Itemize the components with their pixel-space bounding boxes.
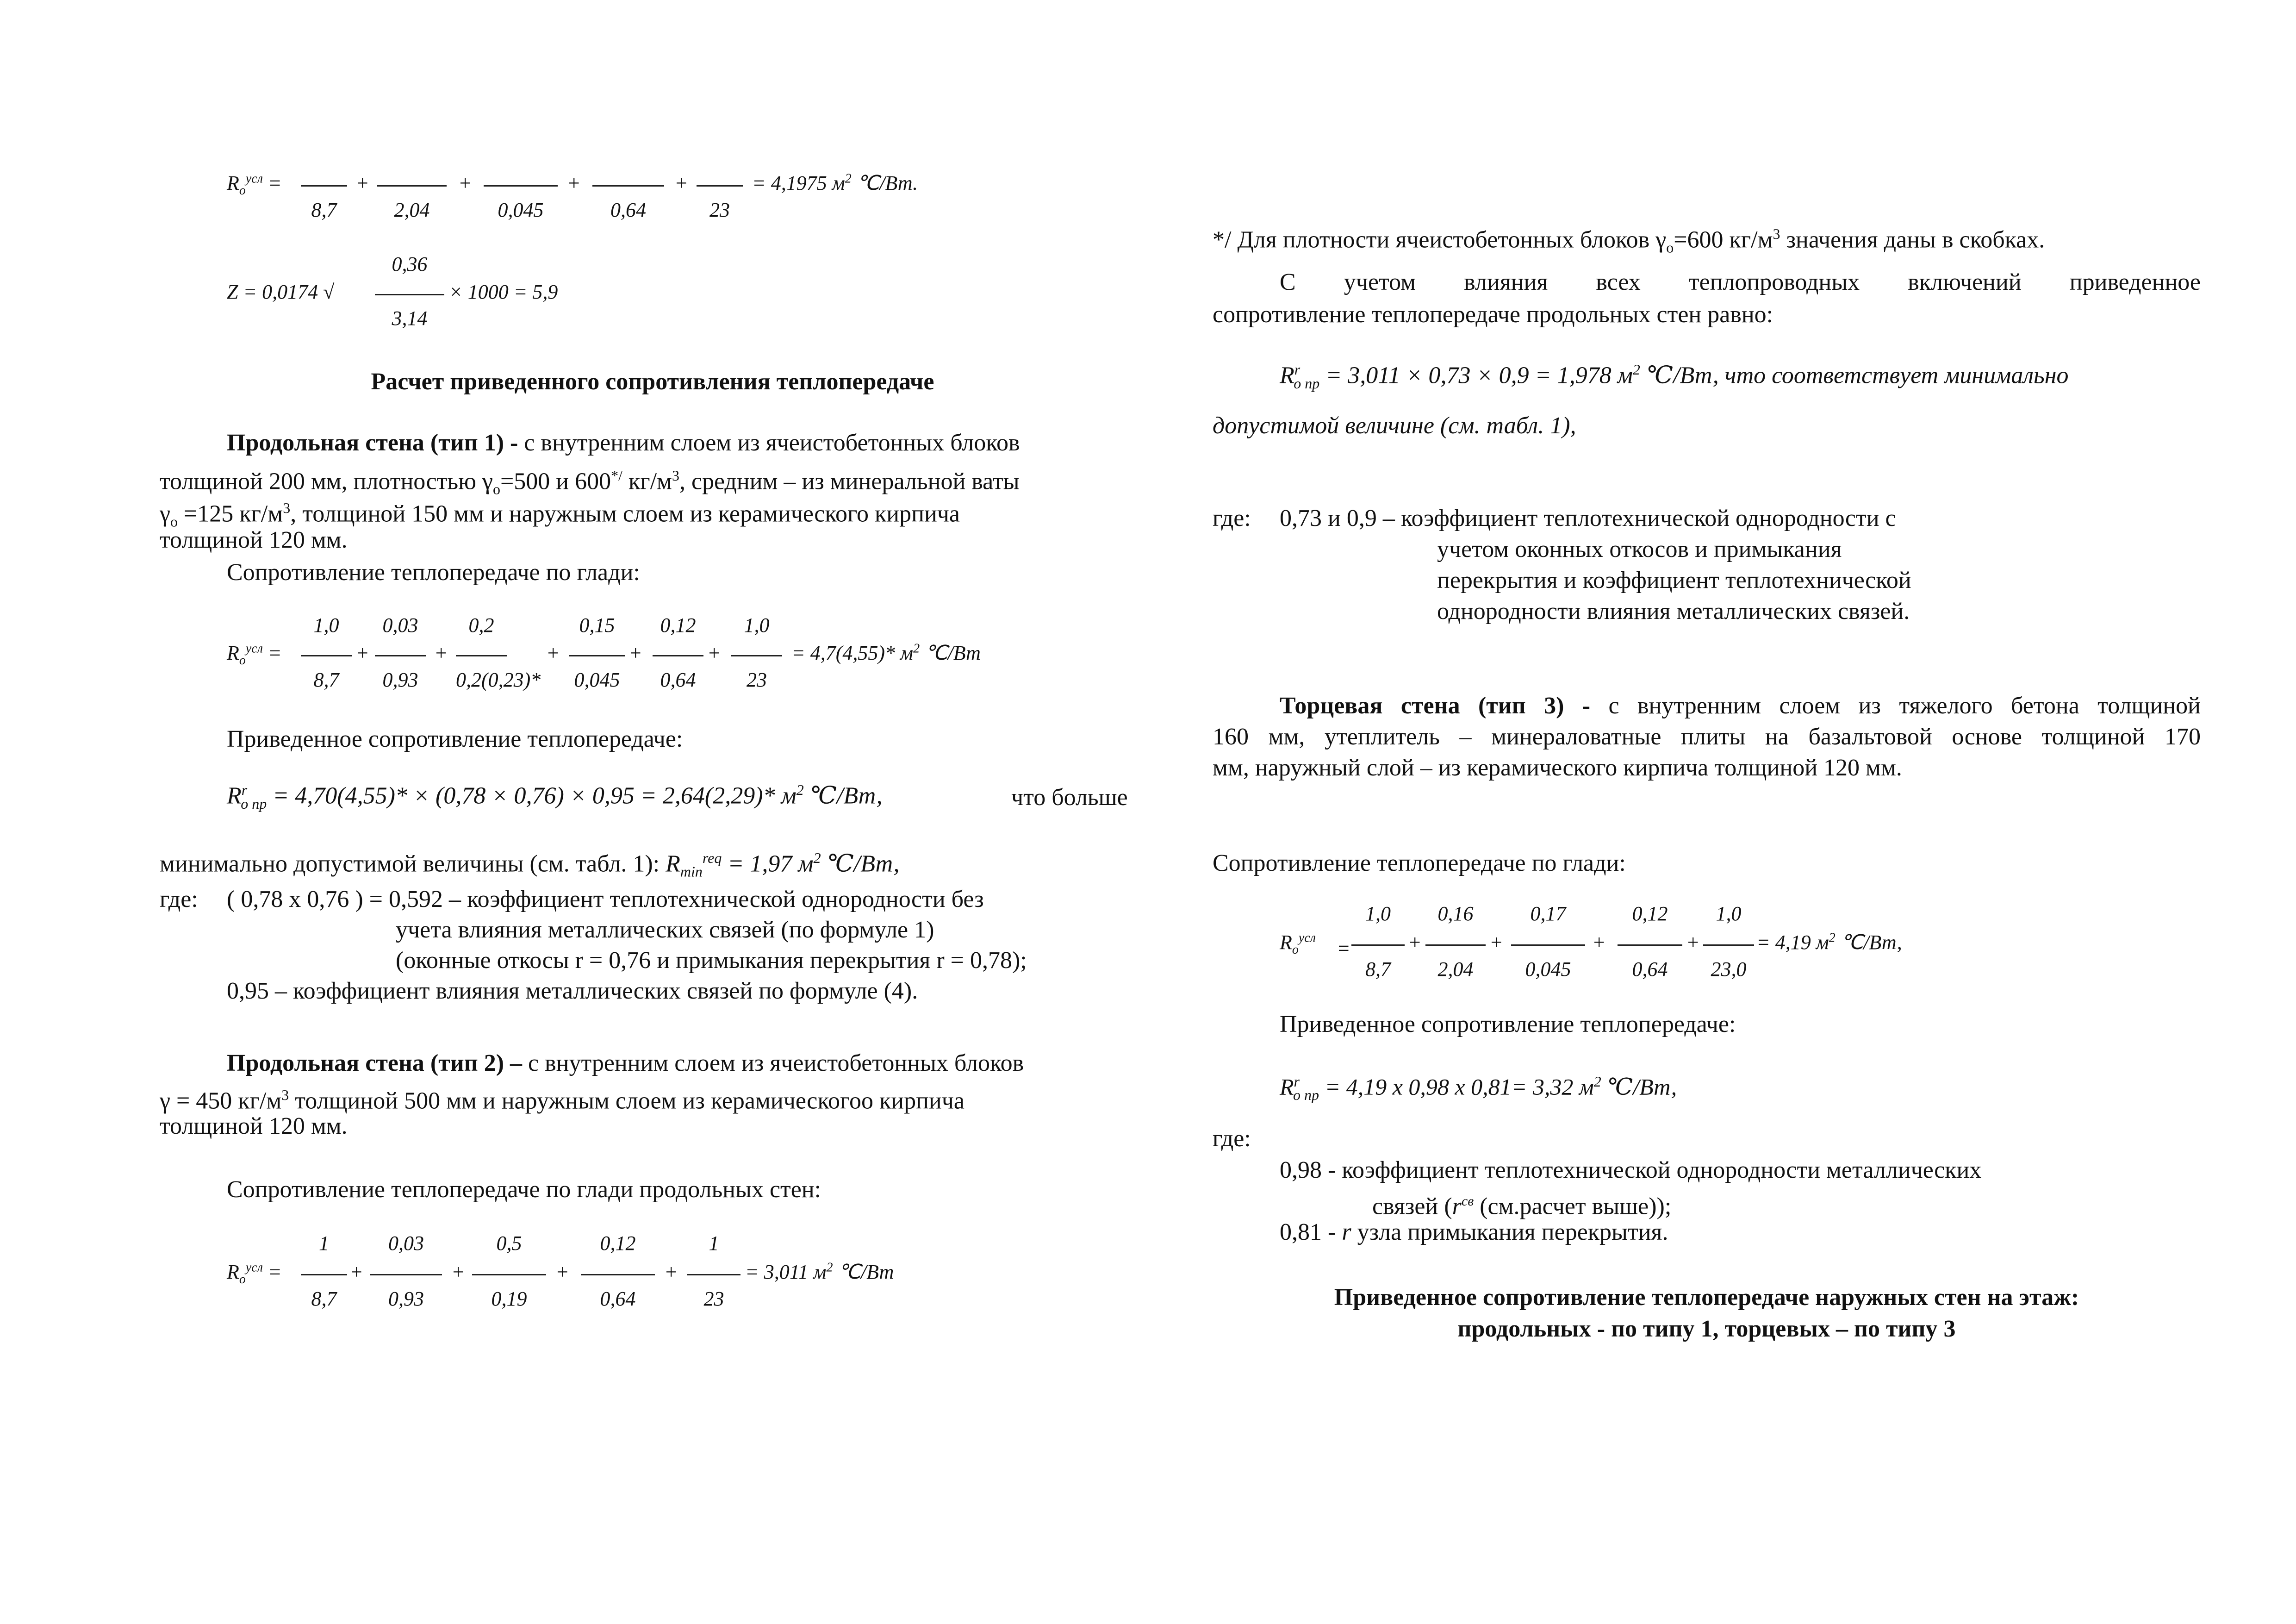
formula-lhs: R [227,172,239,194]
denominator: 0,64 [1632,958,1668,981]
formula-lhs-sub: o [239,183,246,198]
wall-type2-title: Продольная стена (тип 2) – [227,1050,523,1076]
text: с внутренним слоем из ячеистобетонных блоков [518,430,1020,456]
numerator: 0,15 [579,614,615,637]
denominator: 2,04 [394,199,430,221]
where-line: однородности влияния металлических связей. [1437,598,1910,625]
formula-body: = 4,19 х 0,98 х 0,81= 3,32 м [1319,1074,1594,1100]
formula-eq: = [268,642,282,664]
result-sup: 2 [826,1260,833,1275]
formula-r-pr-1 [227,781,883,812]
result-sup: 2 [913,641,920,656]
result-unit: ℃/Вт, [1835,931,1902,954]
denominator: 0,93 [382,668,418,691]
fraction-bar [484,185,558,187]
paragraph-wall-type2-line3: толщиной 120 мм. [160,1113,348,1139]
fraction-bar [301,655,352,656]
formula-lhs-sub: o [1292,942,1299,957]
plus-sign: + [628,642,642,664]
formula-lhs: R [1280,1074,1294,1100]
fraction-bar [581,1274,655,1275]
formula-r-pr-2 [1280,361,2069,392]
where-line: (оконные откосы r = 0,76 и примыкания перекрытия r = 0,78); [396,947,1027,974]
plus-sign: + [458,172,472,194]
paragraph-end-wall-line3: мм, наружный слой – из керамического кирпича толщиной 120 мм. [1213,755,1902,781]
numerator: 1 [319,1232,329,1255]
paragraph-wall-type1-line4: толщиной 120 мм. [160,527,348,553]
denominator: 8,7 [1365,958,1391,981]
plus-sign: + [355,642,369,664]
where-line: учета влияния металлических связей (по формуле 1) [396,917,934,943]
paragraph-min-value [160,842,899,888]
text-sub: о [1666,239,1674,256]
text-sup: 3 [281,1087,289,1103]
denominator: 8,7 [311,1287,337,1310]
denominator: 0,19 [491,1287,527,1310]
where-line: перекрытия и коэффициент теплотехнической [1437,567,1911,593]
formula-unit: ℃/Вт, что соответствует минимально [1640,362,2069,389]
r-symbol: r [1342,1219,1351,1245]
where-label: где: [160,886,198,912]
final-heading-line1: Приведенное сопротивление теплопередаче наружных стен на этаж: [1334,1284,2079,1311]
text: кг/м [622,468,672,495]
denominator: 0,64 [610,199,646,221]
numerator: 0,03 [388,1232,424,1255]
text-sub: о [492,481,500,498]
fraction-bar [375,294,444,295]
formula-result [791,641,981,665]
formula-result [745,1260,894,1284]
numerator: 0,2 [468,614,494,637]
where-line: учетом оконных откосов и примыкания [1437,536,1842,562]
where-line [1280,1216,1668,1249]
numerator: 0,12 [660,614,696,637]
numerator: 0,12 [600,1232,636,1255]
footnote-density [1213,218,2045,264]
formula-lhs-sub: o [239,653,246,668]
plus-sign: + [451,1261,465,1283]
where-label: где: [1213,1125,1251,1152]
r-symbol: r [1452,1193,1462,1220]
plus-sign: + [555,1261,569,1283]
fraction-bar [653,655,703,656]
paragraph-wall-type1-line1 [227,427,1020,459]
numerator: 0,03 [382,614,418,637]
fraction-bar [592,185,664,187]
formula-lhs: R [227,642,239,664]
where-line: 0,73 и 0,9 – коэффициент теплотехнической однородности с [1280,505,1896,531]
formula-lhs: R [1280,931,1292,954]
fraction-bar [1351,944,1405,946]
numerator: 1,0 [313,614,339,637]
fraction-bar [301,1274,347,1275]
text-sup: 3 [1773,225,1780,242]
plus-sign: + [1408,931,1422,954]
fraction-bar [301,185,347,187]
text: =500 и 600 [500,468,611,495]
plus-sign: + [349,1261,363,1283]
unit: ℃/Вт, [821,850,900,877]
paragraph-end-wall-line2: 160 мм, утеплитель – минераловатные плиты на базальтовой основе толщиной 170 [1213,724,2201,750]
plus-sign: + [674,172,688,194]
denominator: 0,045 [498,199,544,221]
fraction-bar [569,655,625,656]
text: узла примыкания перекрытия. [1351,1219,1668,1245]
denominator: 0,93 [388,1287,424,1310]
formula-lhs-sub: o пр [1294,375,1320,392]
text: γ = 450 кг/м [160,1087,282,1114]
formula-r-usl-3 [227,641,282,668]
r-sup: св [1461,1193,1474,1209]
end-wall-title: Торцевая стена (тип 3) - [1280,693,1591,719]
formula-eq: = [1337,937,1350,960]
formula-sup: 2 [1593,1073,1601,1090]
paragraph-with-inclusions-line1: С учетом влияния всех теплопроводных включений приведенное [1280,269,2201,295]
formula-eq: = [268,1261,282,1283]
paragraph-smooth-surface-right: Сопротивление теплопередаче по глади: [1213,850,1626,876]
formula-lhs-sup: усл [245,171,263,186]
final-heading-line2: продольных - по типу 1, торцевых – по типу 3 [1457,1316,1956,1342]
numerator: 1 [709,1232,719,1255]
plus-sign: + [434,642,448,664]
fraction-bar [731,655,782,656]
formula-lhs: R [227,1261,239,1283]
r-sup: req [702,849,722,866]
formula-lhs-sup: r [1294,361,1300,378]
formula-lhs-sup: r [241,781,248,798]
text-tail: что больше [1011,784,1128,811]
fraction-bar [456,655,507,656]
formula-eq: = [268,172,282,194]
r-sub: min [680,863,703,880]
formula-tail: × 1000 = 5,9 [449,281,558,303]
paragraph-wall-type2-line1 [227,1047,1024,1080]
text: =125 кг/м [177,500,283,527]
denominator: 0,2(0,23)* [456,668,541,691]
denominator: 2,04 [1437,958,1474,981]
numerator: 0,5 [496,1232,522,1255]
fraction-bar [1425,944,1486,946]
formula-r-usl-right [1280,931,1316,957]
numerator: 1,0 [1365,902,1391,925]
formula-lhs-sub: o пр [1293,1086,1319,1103]
fraction-bar [687,1274,740,1275]
fraction-bar [370,1274,442,1275]
formula-lhs-sup: усл [245,641,263,656]
text: толщиной 200 мм, плотностью γ [160,468,493,495]
text: толщиной 500 мм и наружным слоем из керамическогоо кирпича [289,1087,964,1114]
where-line: 0,95 – коэффициент влияния металлических связей по формуле (4). [227,978,918,1004]
denominator: 23 [703,1287,724,1310]
paragraph-with-inclusions-line2: сопротивление теплопередаче продольных стен равно: [1213,301,1773,328]
numerator: 1,0 [744,614,770,637]
where-label: где: [1213,505,1251,531]
section-heading: Расчет приведенного сопротивления теплопередаче [371,369,934,395]
where-line: ( 0,78 х 0,76 ) = 0,592 – коэффициент теплотехнической однородности без [227,886,984,912]
formula-r-usl-5 [227,1260,282,1287]
numerator: 0,16 [1437,902,1474,925]
formula-continuation: допустимой величине (см. табл. 1), [1213,412,1576,439]
text: γ [160,500,170,527]
text-sup: 3 [283,500,291,516]
text: с внутренним слоем из ячеистобетонных блоков [522,1050,1024,1076]
fraction-bar [472,1274,546,1275]
formula-lhs: R [227,782,242,809]
paragraph-end-wall-line1 [1280,690,2201,722]
denominator: 8,7 [311,199,337,221]
denominator: 8,7 [313,668,339,691]
text-sup: 3 [672,467,679,484]
text: связей ( [1372,1193,1452,1220]
result-unit: ℃/Вт [833,1261,894,1283]
formula-unit: ℃/Вт, [1601,1074,1677,1100]
result-value: = 4,19 м [1756,931,1829,954]
text-sup: */ [611,467,622,484]
formula-result [1756,931,1902,954]
formula-lhs: R [1280,362,1294,389]
text: =600 кг/м [1674,226,1773,253]
formula-sup: 2 [1632,361,1640,378]
formula-unit: ℃/Вт, [803,782,883,809]
plus-sign: + [355,172,369,194]
result-unit: ℃/Вт [920,642,981,664]
formula-r-usl-1 [227,171,282,198]
denominator: 23 [747,668,767,691]
paragraph-smooth-surface: Сопротивление теплопередаче по глади продольных стен: [227,1176,821,1203]
where-line: 0,98 - коэффициент теплотехнической однородности металлических [1280,1157,1982,1183]
formula-lhs-sub: o [239,1272,246,1287]
formula-sup: 2 [796,781,804,798]
plus-sign: + [1489,931,1503,954]
fraction-bar [377,185,447,187]
plus-sign: + [1686,931,1700,954]
result-value: = 3,011 м [745,1261,827,1283]
text: минимально допустимой величины (см. табл. 1): [160,850,666,877]
result-sup: 2 [845,171,852,186]
denominator: 0,64 [600,1287,636,1310]
plus-sign: + [707,642,721,664]
formula-body: = 4,70(4,55)* × (0,78 × 0,76) × 0,95 = 2,64(2,29)* м [267,782,796,809]
formula-lhs-sup: усл [1298,931,1316,945]
text: значения даны в скобках. [1780,226,2045,253]
fraction-bar [1618,944,1682,946]
plus-sign: + [664,1261,678,1283]
paragraph-reduced-resistance-right: Приведенное сопротивление теплопередаче: [1280,1011,1736,1037]
text: , толщиной 150 мм и наружным слоем из керамического кирпича [290,500,960,527]
result-sup: 2 [1829,931,1836,945]
formula-r-pr-3 [1280,1073,1677,1104]
formula-lhs-sup: усл [245,1260,263,1275]
denominator: 0,64 [660,668,696,691]
paragraph-wall-type1-line5: Сопротивление теплопередаче по глади: [227,559,640,586]
wall-type1-title: Продольная стена (тип 1) - [227,430,518,456]
denominator: 3,14 [392,307,428,330]
numerator: 0,12 [1632,902,1668,925]
result-value: = 4,1975 м [752,172,845,194]
text: */ Для плотности ячеистобетонных блоков γ [1213,226,1667,253]
denominator: 0,045 [1525,958,1571,981]
paragraph-reduced-resistance: Приведенное сопротивление теплопередаче: [227,726,683,752]
fraction-bar [697,185,743,187]
value-sup: 2 [813,849,821,866]
value: = 1,97 м [722,850,814,877]
denominator: 23 [709,199,730,221]
r-symbol: R [666,850,680,877]
result-unit: ℃/Вт. [851,172,918,194]
numerator: 0,36 [392,253,428,275]
text: , средним – из минеральной ваты [679,468,1020,495]
text: с внутренним слоем из тяжелого бетона толщиной [1590,693,2201,719]
formula-lhs-sup: r [1294,1073,1300,1090]
formula-result [752,171,918,195]
formula-body: = 3,011 × 0,73 × 0,9 = 1,978 м [1319,362,1633,389]
formula-lhs-sub: o пр [241,795,267,812]
plus-sign: + [567,172,581,194]
text: 0,81 - [1280,1219,1342,1245]
plus-sign: + [546,642,560,664]
formula-z: Z = 0,0174 √ [227,281,335,303]
plus-sign: + [1592,931,1606,954]
fraction-bar [1703,944,1754,946]
numerator: 0,17 [1530,902,1566,925]
numerator: 1,0 [1716,902,1742,925]
fraction-bar [1511,944,1585,946]
fraction-bar [375,655,426,656]
text: (см.расчет выше)); [1474,1193,1672,1220]
denominator: 23,0 [1711,958,1747,981]
text-sub: о [170,513,178,530]
result-value: = 4,7(4,55)* м [791,642,914,664]
denominator: 0,045 [574,668,620,691]
